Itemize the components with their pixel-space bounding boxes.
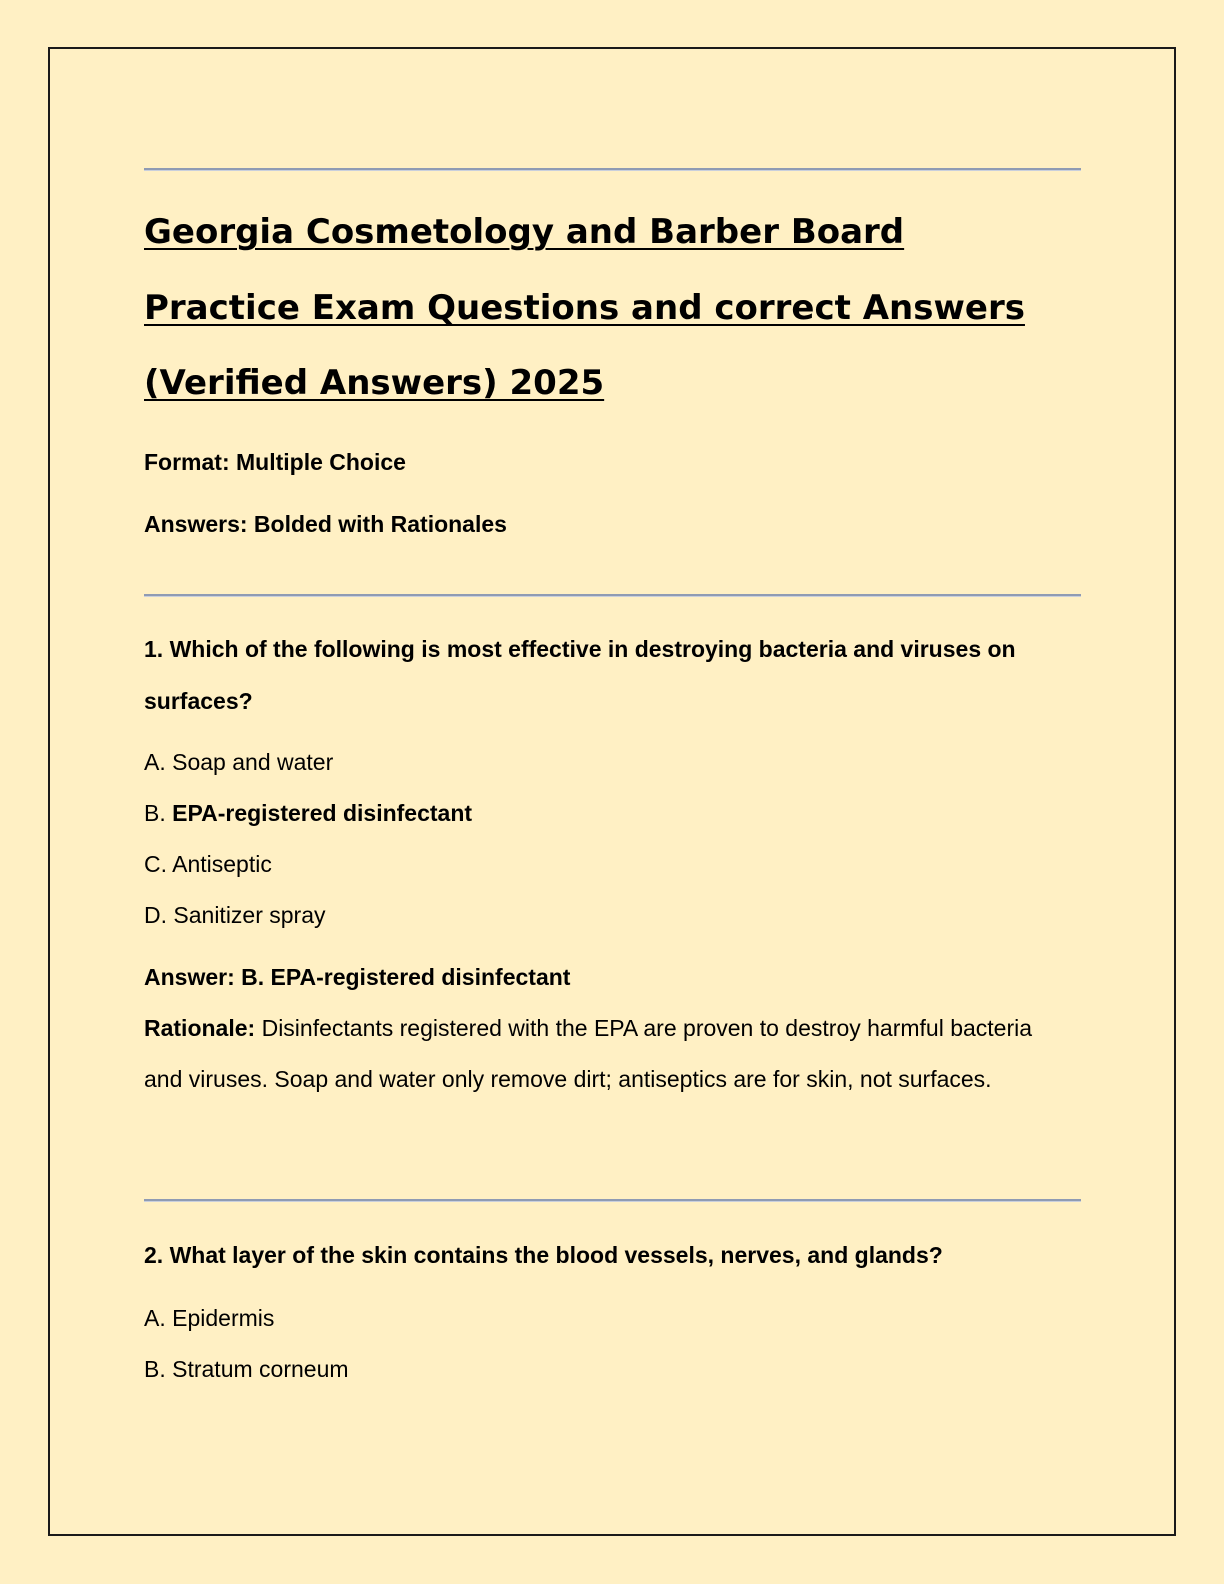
option-letter: A. xyxy=(144,749,166,775)
question-1-rationale xyxy=(144,1003,1064,1105)
option-letter: B. xyxy=(144,1356,166,1382)
document-title-line-2: Practice Exam Questions and correct Answers xyxy=(144,288,1025,328)
option-text: Antiseptic xyxy=(172,851,272,877)
option-text: Stratum corneum xyxy=(172,1356,349,1382)
divider-top xyxy=(144,168,1081,171)
option-text: Sanitizer spray xyxy=(173,902,326,928)
format-line: Format: Multiple Choice xyxy=(144,449,406,475)
option-letter: A. xyxy=(144,1305,166,1331)
question-2-text: 2. What layer of the skin contains the blood vessels, nerves, and glands? xyxy=(144,1242,943,1268)
question-1-option-b xyxy=(144,798,472,828)
question-1-answer: Answer: B. EPA-registered disinfectant xyxy=(144,964,571,990)
question-1-option-a xyxy=(144,747,333,777)
question-2-option-b xyxy=(144,1354,349,1384)
rationale-text: Disinfectants registered with the EPA are proven to destroy harmful bacteria and viruses. Soap and water only remove dirt; antiseptics are for skin, not surfaces. xyxy=(144,1015,1033,1092)
answers-format-line: Answers: Bolded with Rationales xyxy=(144,511,507,537)
option-text-correct: EPA-registered disinfectant xyxy=(172,800,473,826)
divider-question-2 xyxy=(144,1199,1081,1202)
question-1-text: 1. Which of the following is most effective in destroying bacteria and viruses on surfaces? xyxy=(144,636,1016,714)
rationale-label: Rationale: xyxy=(144,1015,256,1041)
option-letter: D. xyxy=(144,902,167,928)
option-text: Epidermis xyxy=(172,1305,275,1331)
divider-question-1 xyxy=(144,594,1081,597)
option-letter: C. xyxy=(144,851,167,877)
question-2-option-a xyxy=(144,1303,274,1333)
question-1-option-d xyxy=(144,900,326,930)
question-1-option-c xyxy=(144,849,272,879)
document-title-line-1: Georgia Cosmetology and Barber Board xyxy=(144,212,905,252)
option-text: Soap and water xyxy=(172,749,334,775)
document-title-line-3: (Verified Answers) 2025 xyxy=(144,363,605,403)
option-letter: B. xyxy=(144,800,166,826)
